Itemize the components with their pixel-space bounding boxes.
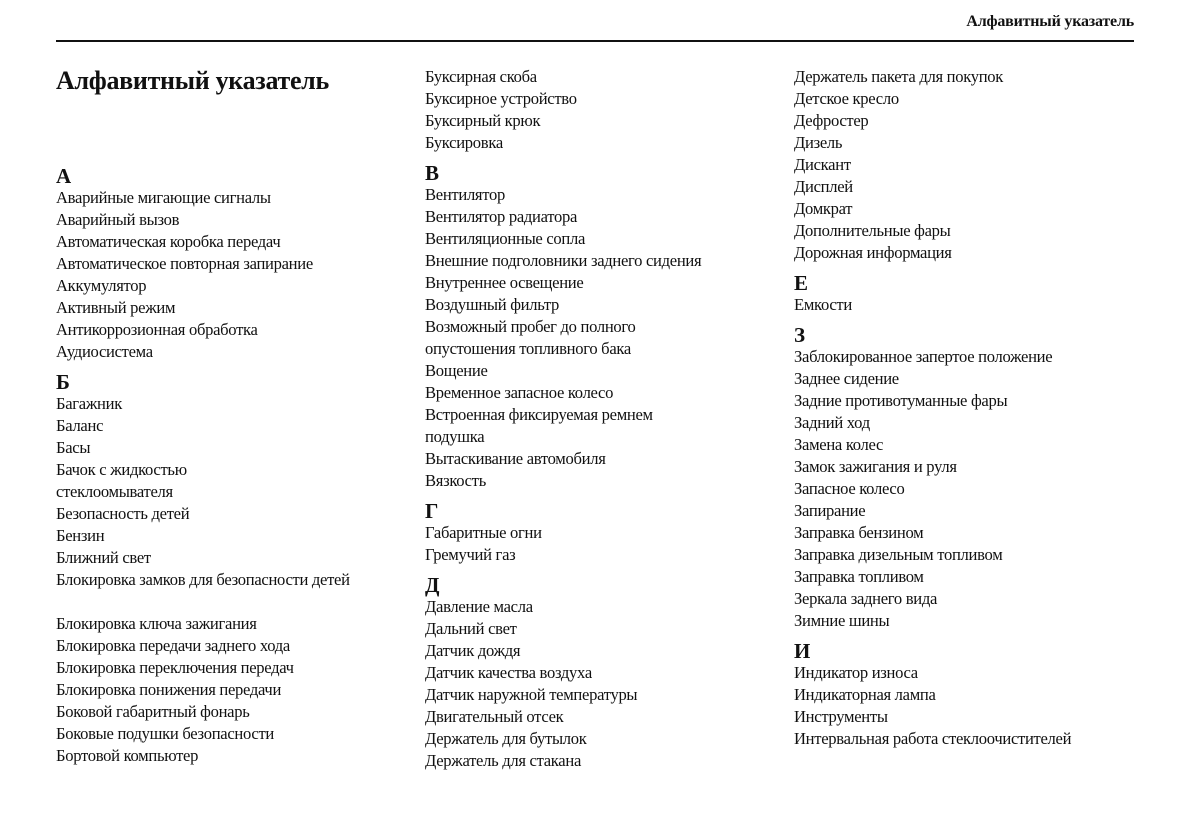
index-column-2 <box>425 66 785 772</box>
index-entry: Емкости <box>794 295 852 314</box>
index-entry: Воздушный фильтр <box>425 295 559 314</box>
index-entry: Басы <box>56 438 91 457</box>
index-entry: Дефростер <box>794 111 869 130</box>
index-entry: Инструменты <box>794 707 888 726</box>
index-entry: Заправка бензином <box>794 523 924 542</box>
letter-heading: Д <box>425 573 440 597</box>
index-column-1 <box>56 165 416 767</box>
index-entry: Заднее сидение <box>794 369 899 388</box>
index-entry: Блокировка передачи заднего хода <box>56 636 290 655</box>
index-entry: Внешние подголовники заднего сидения <box>425 251 702 270</box>
index-entry: Зеркала заднего вида <box>794 589 938 608</box>
index-entry: Вентилятор радиатора <box>425 207 578 226</box>
header-rule <box>56 40 1134 42</box>
index-entry: Встроенная фиксируемая ремнем подушка <box>425 405 653 446</box>
index-entry: Держатель для стакана <box>425 751 582 770</box>
index-entry: Блокировка переключения передач <box>56 658 294 677</box>
index-entry: Вощение <box>425 361 488 380</box>
letter-group-d-continued <box>794 66 1134 264</box>
index-entry: Блокировка понижения передачи <box>56 680 282 699</box>
index-entry: Замок зажигания и руля <box>794 457 957 476</box>
letter-group-z <box>794 324 1134 632</box>
index-entry: Безопасность детей <box>56 504 190 523</box>
index-entry: Буксирная скоба <box>425 67 537 86</box>
index-entry: Датчик качества воздуха <box>425 663 592 682</box>
letter-heading: Г <box>425 499 439 523</box>
letter-heading: З <box>794 323 806 347</box>
index-entry: Автоматическое повторная запирание <box>56 254 313 273</box>
index-entry: Багажник <box>56 394 122 413</box>
letter-heading: И <box>794 639 811 663</box>
index-entry: Индикатор износа <box>794 663 918 682</box>
running-header: Алфавитный указатель <box>966 13 1134 30</box>
index-entry: Вытаскивание автомобиля <box>425 449 606 468</box>
index-entry: Давление масла <box>425 597 533 616</box>
letter-heading: Е <box>794 271 809 295</box>
index-entry: Держатель для бутылок <box>425 729 587 748</box>
index-entry: Блокировка ключа зажигания <box>56 614 257 633</box>
index-entry: Буксирное устройство <box>425 89 577 108</box>
index-entry: Бачок с жидкостью стеклоомывателя <box>56 460 187 501</box>
index-entry: Боковые подушки безопасности <box>56 724 274 743</box>
page-title: Алфавитный указатель <box>56 66 329 95</box>
index-entry: Гремучий газ <box>425 545 516 564</box>
index-entry: Дисплей <box>794 177 853 196</box>
index-entry: Датчик дождя <box>425 641 521 660</box>
letter-group-v <box>425 162 785 492</box>
index-entry: Бензин <box>56 526 105 545</box>
index-entry: Автоматическая коробка передач <box>56 232 281 251</box>
index-entry: Габаритные огни <box>425 523 542 542</box>
index-entry: Зимние шины <box>794 611 890 630</box>
index-entry: Двигательный отсек <box>425 707 564 726</box>
index-entry: Задние противотуманные фары <box>794 391 1008 410</box>
index-entry: Ближний свет <box>56 548 151 567</box>
index-entry: Аккумулятор <box>56 276 147 295</box>
index-entry: Индикаторная лампа <box>794 685 936 704</box>
index-entry: Вентиляционные сопла <box>425 229 586 248</box>
letter-heading: В <box>425 161 440 185</box>
index-entry: Буксировка <box>425 133 503 152</box>
letter-group-d <box>425 574 785 772</box>
index-entry: Дизель <box>794 133 843 152</box>
index-entry: Детское кресло <box>794 89 899 108</box>
index-entry: Блокировка замков для безопасности детей <box>56 570 350 589</box>
index-entry: Запасное колесо <box>794 479 905 498</box>
index-entry: Интервальная работа стеклоочистителей <box>794 729 1072 748</box>
index-entry: Аварийные мигающие сигналы <box>56 188 271 207</box>
letter-heading: Б <box>56 370 70 394</box>
index-entry: Дальний свет <box>425 619 517 638</box>
letter-group-e <box>794 272 1134 316</box>
index-entry: Держатель пакета для покупок <box>794 67 1004 86</box>
index-entry: Датчик наружной температуры <box>425 685 638 704</box>
letter-group-g <box>425 500 785 566</box>
index-entry: Внутреннее освещение <box>425 273 584 292</box>
index-entry: Боковой габаритный фонарь <box>56 702 250 721</box>
index-entry: Задний ход <box>794 413 870 432</box>
letter-heading: А <box>56 164 72 188</box>
letter-group-b <box>56 371 416 767</box>
index-entry: Временное запасное колесо <box>425 383 614 402</box>
index-entry: Аварийный вызов <box>56 210 180 229</box>
letter-group-b-continued <box>425 66 785 154</box>
index-entry: Возможный пробег до полного опустошения топливного бака <box>425 317 636 358</box>
index-entry: Активный режим <box>56 298 176 317</box>
index-entry: Дополнительные фары <box>794 221 951 240</box>
index-entry: Заблокированное запертое положение <box>794 347 1053 366</box>
index-entry: Антикоррозионная обработка <box>56 320 258 339</box>
index-entry: Дискант <box>794 155 851 174</box>
index-entry: Запирание <box>794 501 866 520</box>
index-entry: Заправка топливом <box>794 567 924 586</box>
index-entry: Заправка дизельным топливом <box>794 545 1003 564</box>
index-entry: Дорожная информация <box>794 243 952 262</box>
index-entry: Аудиосистема <box>56 342 153 361</box>
index-entry: Замена колес <box>794 435 884 454</box>
index-entry: Буксирный крюк <box>425 111 541 130</box>
index-column-3 <box>794 66 1134 750</box>
index-entry: Домкрат <box>794 199 853 218</box>
letter-group-a <box>56 165 416 363</box>
letter-group-i <box>794 640 1134 750</box>
index-entry: Вентилятор <box>425 185 505 204</box>
index-entry: Баланс <box>56 416 104 435</box>
index-entry: Вязкость <box>425 471 486 490</box>
index-entry: Бортовой компьютер <box>56 746 199 765</box>
